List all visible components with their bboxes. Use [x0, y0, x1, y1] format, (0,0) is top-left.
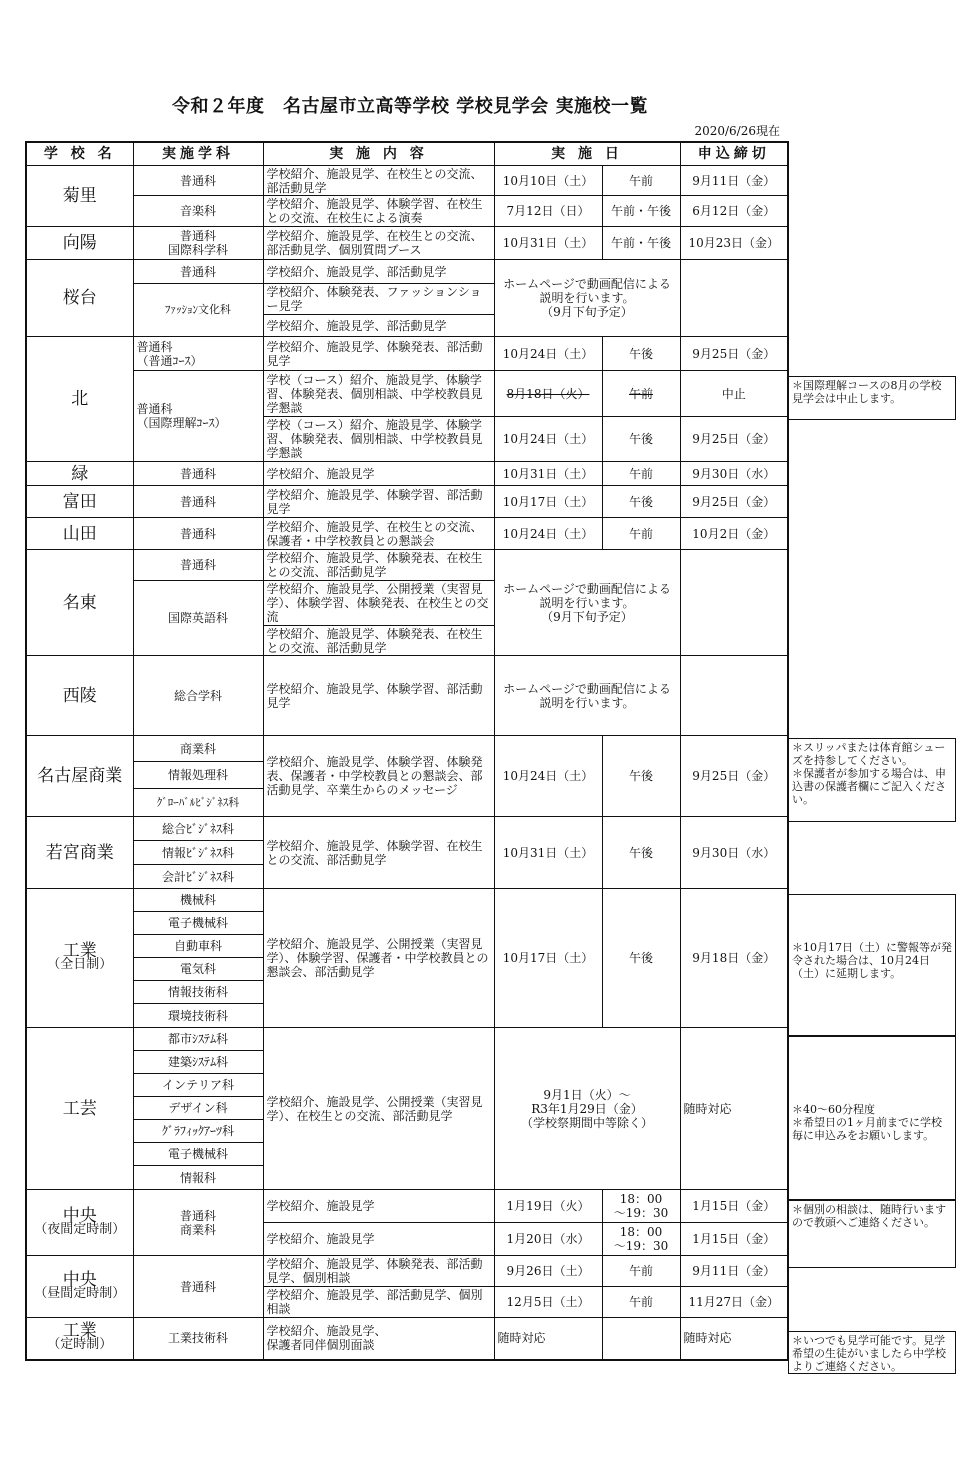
school-name-sub: （全日制）: [47, 957, 113, 972]
dept-cell: 商業科: [133, 736, 263, 762]
table-row: [26, 227, 788, 260]
time-cell: 18：00 ～19：30: [602, 1190, 680, 1223]
dept-cell: インテリア科: [133, 1074, 263, 1097]
school-name: 名東: [26, 550, 133, 656]
date-cell: 10月24日（土）: [494, 337, 602, 371]
school-name: 名古屋商業: [26, 736, 133, 817]
note-kita: ＊国際理解コースの8月の学校見学会は中止します。: [788, 376, 956, 420]
content-cell: 学校紹介、施設見学: [263, 1190, 494, 1223]
content-cell: 学校紹介、施設見学、部活動見学: [263, 315, 494, 337]
dept-cell: 普通科 （国際理解ｺｰｽ）: [133, 371, 263, 462]
dept-cell: 総合学科: [133, 656, 263, 736]
school-name-main: 工業: [62, 941, 97, 961]
dept-cell: 普通科: [133, 486, 263, 518]
date-cell: 10月10日（土）: [494, 166, 602, 196]
note-kogei: ＊40～60分程度 ＊希望日の1ヶ月前までに学校毎に申込みをお願いします。: [788, 1036, 956, 1200]
school-name: 緑: [26, 462, 133, 486]
school-name: [26, 889, 133, 1028]
deadline-cell: 10月2日（金）: [680, 518, 788, 550]
content-cell: 学校紹介、施設見学、体験発表、在校生との交流、部活動見学: [263, 626, 494, 656]
content-cell: 学校紹介、施設見学、体験学習、在校生との交流、部活動見学: [263, 817, 494, 889]
dept-cell: 建築ｼｽﾃﾑ科: [133, 1051, 263, 1074]
school-name-main: 中央: [62, 1205, 97, 1226]
table-row: [26, 656, 788, 736]
page-title: 令和２年度 名古屋市立高等学校 学校見学会 実施校一覧: [171, 96, 649, 117]
time-cell: [602, 1318, 680, 1360]
deadline-cell: 9月30日（水）: [680, 462, 788, 486]
header-school: 学 校 名: [26, 142, 133, 166]
deadline-cell: 1月15日（金）: [680, 1190, 788, 1223]
deadline-cell: [680, 550, 788, 656]
content-cell: 学校紹介、施設見学、 保護者同伴個別面談: [263, 1318, 494, 1360]
date-cell: 10月24日（土）: [494, 417, 602, 462]
dept-cell: 情報ﾋﾞｼﾞﾈｽ科: [133, 841, 263, 865]
school-name: 山田: [26, 518, 133, 550]
time-cell: 午前・午後: [602, 227, 680, 260]
dept-cell: 普通科: [133, 462, 263, 486]
content-cell: 学校紹介、施設見学、体験発表、在校生との交流、部活動見学: [263, 550, 494, 581]
content-cell: 学校紹介、施設見学、公開授業（実習見学）、体験学習、体験発表、在校生との交流: [263, 581, 494, 626]
schedule-table: [25, 141, 789, 1361]
content-cell: 学校紹介、施設見学、在校生との交流、部活動見学、個別質問ブース: [263, 227, 494, 260]
school-name: 若宮商業: [26, 817, 133, 889]
dept-cell: 情報技術科: [133, 981, 263, 1004]
header-deadline: 申込締切: [680, 142, 788, 166]
table-row: [26, 736, 788, 762]
date-cell: 10月24日（土）: [494, 736, 602, 817]
time-cell: 午後: [602, 417, 680, 462]
table-row: [26, 196, 788, 227]
dept-cell: 工業技術科: [133, 1318, 263, 1360]
school-name-main: 工業: [62, 1321, 97, 1342]
dept-cell: 電気科: [133, 958, 263, 981]
school-name: 工芸: [26, 1028, 133, 1190]
header-dept: 実施学科: [133, 142, 263, 166]
school-name: [26, 1256, 133, 1318]
deadline-cell: 9月25日（金）: [680, 486, 788, 518]
date-cell: 10月17日（土）: [494, 486, 602, 518]
deadline-cell: [680, 656, 788, 736]
time-cell: 午前: [602, 1287, 680, 1318]
content-cell: 学校（コース）紹介、施設見学、体験学習、体験発表、個別相談、中学校教員見学懇談: [263, 371, 494, 417]
time-cell: 午前: [602, 462, 680, 486]
deadline-cell: 9月18日（金）: [680, 889, 788, 1028]
dept-cell: 国際英語科: [133, 581, 263, 656]
dept-cell: 自動車科: [133, 935, 263, 958]
table-row: [26, 1028, 788, 1051]
date-cell: 9月1日（火）～ R3年1月29日（金） （学校祭期間中等除く）: [494, 1028, 680, 1190]
dept-cell: デザイン科: [133, 1097, 263, 1120]
dept-cell: 情報科: [133, 1166, 263, 1190]
table-row: [26, 889, 788, 912]
time-cell: 午後: [602, 889, 680, 1028]
date-cell: 1月19日（火）: [494, 1190, 602, 1223]
date-cell: 12月5日（土）: [494, 1287, 602, 1318]
date-cell: 9月26日（土）: [494, 1256, 602, 1287]
time-cell: 午前: [602, 166, 680, 196]
dept-cell: 普通科: [133, 1256, 263, 1318]
time-cell: 午後: [602, 337, 680, 371]
header-date: 実 施 日: [494, 142, 680, 166]
school-name-main: 中央: [62, 1269, 97, 1290]
note-kogyo: ＊10月17日（土）に警報等が発令された場合は、10月24日（土）に延期します。: [788, 894, 956, 1036]
content-cell: 学校紹介、施設見学、部活動見学: [263, 260, 494, 284]
time-cell: 18：00 ～19：30: [602, 1223, 680, 1256]
info-cell: ホームページで動画配信による説明を行います。 （9月下旬予定）: [494, 550, 680, 656]
school-name: [26, 1318, 133, 1360]
dept-cell: 普通科 （普通ｺｰｽ）: [133, 337, 263, 371]
content-cell: 学校紹介、施設見学、体験発表、部活動見学: [263, 337, 494, 371]
dept-cell: 普通科 国際科学科: [133, 227, 263, 260]
dept-cell: 環境技術科: [133, 1004, 263, 1028]
time-cell: 午後: [602, 736, 680, 817]
deadline-cell: 9月11日（金）: [680, 166, 788, 196]
table-row: [26, 260, 788, 284]
dept-cell: 情報処理科: [133, 762, 263, 789]
school-name: 北: [26, 337, 133, 462]
content-cell: 学校紹介、施設見学、在校生との交流、部活動見学: [263, 166, 494, 196]
school-name: 西陵: [26, 656, 133, 736]
table-row: [26, 550, 788, 581]
content-cell: 学校紹介、施設見学、公開授業（実習見学）、在校生との交流、部活動見学: [263, 1028, 494, 1190]
school-name: 桜台: [26, 260, 133, 337]
note-chuo-night: ＊個別の相談は、随時行いますので教頭へご連絡ください。: [788, 1200, 956, 1268]
deadline-cell: 1月15日（金）: [680, 1223, 788, 1256]
date-cell: 10月31日（土）: [494, 227, 602, 260]
content-cell: 学校紹介、施設見学: [263, 462, 494, 486]
dept-cell: 普通科: [133, 550, 263, 581]
deadline-cell: [680, 260, 788, 337]
content-cell: 学校紹介、施設見学、体験学習、部活動見学: [263, 656, 494, 736]
deadline-cell: 随時対応: [680, 1318, 788, 1360]
dept-cell: 電子機械科: [133, 912, 263, 935]
dept-cell: ｸﾞﾛｰﾊﾞﾙﾋﾞｼﾞﾈｽ科: [133, 789, 263, 817]
date-cell: 10月24日（土）: [494, 518, 602, 550]
dept-cell: 音楽科: [133, 196, 263, 227]
school-name: 富田: [26, 486, 133, 518]
dept-cell: 普通科: [133, 260, 263, 284]
deadline-cell: 随時対応: [680, 1028, 788, 1190]
deadline-cell: 9月25日（金）: [680, 417, 788, 462]
table-row: [26, 337, 788, 371]
dept-cell: ｸﾞﾗﾌｨｯｸｱｰﾂ科: [133, 1120, 263, 1143]
dept-cell: 機械科: [133, 889, 263, 912]
deadline-cell: 11月27日（金）: [680, 1287, 788, 1318]
time-cell: 午後: [602, 486, 680, 518]
as-of-date: 2020/6/26現在: [694, 124, 780, 138]
note-nagoyashogyo: ＊スリッパまたは体育館シューズを持参してください。 ＊保護者が参加する場合は、申込書の保護者欄にご記入ください。: [788, 738, 956, 822]
dept-cell: 普通科 商業科: [133, 1190, 263, 1256]
dept-cell: 普通科: [133, 166, 263, 196]
note-kogyo-teiji: ＊いつでも見学可能です。見学希望の生徒がいましたら中学校よりご連絡ください。: [788, 1331, 956, 1374]
content-cell: 学校紹介、施設見学、体験学習、部活動見学: [263, 486, 494, 518]
content-cell: 学校紹介、施設見学、在校生との交流、保護者・中学校教員との懇談会: [263, 518, 494, 550]
date-cell: 随時対応: [494, 1318, 602, 1360]
content-cell: 学校紹介、施設見学、体験学習、体験発表、保護者・中学校教員との懇談会、部活動見学、卒業生からのメッセージ: [263, 736, 494, 817]
table-row: [26, 1256, 788, 1287]
school-name-sub: （昼間定時制）: [34, 1285, 126, 1301]
time-cell: 午後: [602, 817, 680, 889]
date-cell: 10月31日（土）: [494, 462, 602, 486]
table-row: [26, 1190, 788, 1223]
deadline-cell: 9月25日（金）: [680, 736, 788, 817]
table-row: [26, 1318, 788, 1360]
table-row: [26, 518, 788, 550]
date-cell: 10月31日（土）: [494, 817, 602, 889]
header-content: 実 施 内 容: [263, 142, 494, 166]
content-cell: 学校（コース）紹介、施設見学、体験学習、体験発表、個別相談、中学校教員見学懇談: [263, 417, 494, 462]
deadline-cell: 9月25日（金）: [680, 337, 788, 371]
dept-cell: 電子機械科: [133, 1143, 263, 1166]
date-cell: 10月17日（土）: [494, 889, 602, 1028]
info-cell: ホームページで動画配信による説明を行います。: [494, 656, 680, 736]
dept-cell: 会計ﾋﾞｼﾞﾈｽ科: [133, 865, 263, 889]
date-cell: 8月18日（火）: [494, 371, 602, 417]
deadline-cell: 中止: [680, 371, 788, 417]
table-row: [26, 462, 788, 486]
table-row: [26, 166, 788, 196]
school-name: 菊里: [26, 166, 133, 227]
time-cell: 午前: [602, 1256, 680, 1287]
school-name: [26, 1190, 133, 1256]
header-row: [26, 142, 788, 166]
deadline-cell: 9月11日（金）: [680, 1256, 788, 1287]
dept-cell: 都市ｼｽﾃﾑ科: [133, 1028, 263, 1051]
content-cell: 学校紹介、施設見学、体験発表、部活動見学、個別相談: [263, 1256, 494, 1287]
date-cell: 7月12日（日）: [494, 196, 602, 227]
deadline-cell: 10月23日（金）: [680, 227, 788, 260]
deadline-cell: 6月12日（金）: [680, 196, 788, 227]
school-name-sub: （夜間定時制）: [34, 1221, 126, 1237]
dept-cell: ﾌｧｯｼｮﾝ文化科: [133, 284, 263, 337]
school-name: 向陽: [26, 227, 133, 260]
time-cell: 午前: [602, 518, 680, 550]
content-cell: 学校紹介、施設見学、部活動見学、個別相談: [263, 1287, 494, 1318]
content-cell: 学校紹介、施設見学: [263, 1223, 494, 1256]
info-cell: ホームページで動画配信による説明を行います。 （9月下旬予定）: [494, 260, 680, 337]
time-cell: 午前: [602, 371, 680, 417]
dept-cell: 普通科: [133, 518, 263, 550]
deadline-cell: 9月30日（水）: [680, 817, 788, 889]
content-cell: 学校紹介、施設見学、体験学習、在校生との交流、在校生による演奏: [263, 196, 494, 227]
content-cell: 学校紹介、施設見学、公開授業（実習見学）、体験学習、保護者・中学校教員との懇談会、部活動見学: [263, 889, 494, 1028]
content-cell: 学校紹介、体験発表、ファッションショー見学: [263, 284, 494, 315]
time-cell: 午前・午後: [602, 196, 680, 227]
table-row: [26, 371, 788, 417]
date-cell: 1月20日（水）: [494, 1223, 602, 1256]
table-row: [26, 817, 788, 841]
dept-cell: 総合ﾋﾞｼﾞﾈｽ科: [133, 817, 263, 841]
table-row: [26, 486, 788, 518]
school-name-sub: （定時制）: [47, 1337, 113, 1353]
